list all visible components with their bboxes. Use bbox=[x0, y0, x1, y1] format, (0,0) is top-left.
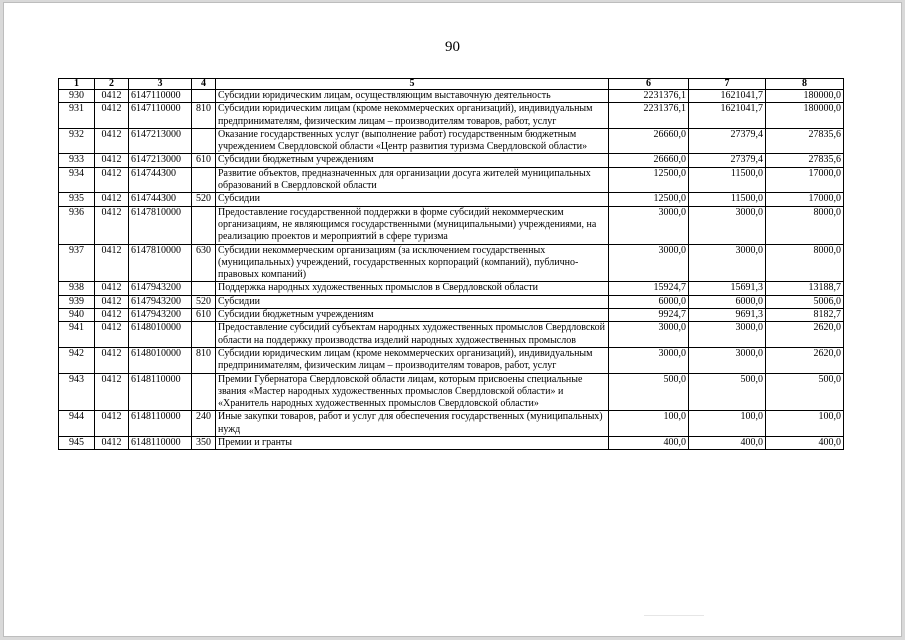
description-cell: Субсидии юридическим лицам, осуществляющим выставочную деятельность bbox=[216, 90, 609, 103]
table-row bbox=[59, 167, 844, 193]
section-code-cell: 0412 bbox=[95, 347, 129, 373]
amount-year1-cell: 3000,0 bbox=[609, 347, 689, 373]
expense-type-cell: 520 bbox=[192, 295, 216, 308]
expense-type-cell: 520 bbox=[192, 193, 216, 206]
section-code-cell: 0412 bbox=[95, 411, 129, 437]
section-code-cell: 0412 bbox=[95, 90, 129, 103]
document-page bbox=[4, 3, 901, 636]
amount-year3-cell: 8000,0 bbox=[766, 206, 844, 244]
description-cell: Субсидии юридическим лицам (кроме некоммерческих организаций), индивидуальным предпринимателям, физическим лицам – производителям товаров, работ, услуг bbox=[216, 347, 609, 373]
row-number-cell: 936 bbox=[59, 206, 95, 244]
target-code-cell: 614744З00 bbox=[129, 167, 192, 193]
amount-year1-cell: 100,0 bbox=[609, 411, 689, 437]
amount-year3-cell: 180000,0 bbox=[766, 90, 844, 103]
target-code-cell: 6148110000 bbox=[129, 373, 192, 411]
column-header: 1 bbox=[59, 79, 95, 90]
amount-year1-cell: 9924,7 bbox=[609, 309, 689, 322]
amount-year1-cell: 3000,0 bbox=[609, 206, 689, 244]
table-header-row bbox=[59, 79, 844, 90]
section-code-cell: 0412 bbox=[95, 373, 129, 411]
scan-artifact bbox=[644, 615, 704, 616]
table-row bbox=[59, 295, 844, 308]
table-row bbox=[59, 103, 844, 129]
expense-type-cell bbox=[192, 322, 216, 348]
description-cell: Развитие объектов, предназначенных для организации досуга жителей муниципальных образований в Свердловской области bbox=[216, 167, 609, 193]
description-cell: Премии и гранты bbox=[216, 437, 609, 450]
target-code-cell: 6147810000 bbox=[129, 244, 192, 282]
expense-type-cell: 810 bbox=[192, 347, 216, 373]
amount-year2-cell: 100,0 bbox=[689, 411, 766, 437]
table-row bbox=[59, 309, 844, 322]
column-header: 6 bbox=[609, 79, 689, 90]
table-row bbox=[59, 244, 844, 282]
amount-year1-cell: 2231376,1 bbox=[609, 103, 689, 129]
expense-type-cell: 630 bbox=[192, 244, 216, 282]
target-code-cell: 6147943200 bbox=[129, 282, 192, 295]
row-number-cell: 937 bbox=[59, 244, 95, 282]
row-number-cell: 939 bbox=[59, 295, 95, 308]
table-row bbox=[59, 128, 844, 154]
amount-year3-cell: 13188,7 bbox=[766, 282, 844, 295]
target-code-cell: 6147810000 bbox=[129, 206, 192, 244]
amount-year1-cell: 26660,0 bbox=[609, 128, 689, 154]
section-code-cell: 0412 bbox=[95, 309, 129, 322]
row-number-cell: 940 bbox=[59, 309, 95, 322]
section-code-cell: 0412 bbox=[95, 103, 129, 129]
amount-year2-cell: 400,0 bbox=[689, 437, 766, 450]
amount-year2-cell: 1621041,7 bbox=[689, 103, 766, 129]
expense-type-cell: 610 bbox=[192, 309, 216, 322]
amount-year1-cell: 500,0 bbox=[609, 373, 689, 411]
amount-year2-cell: 3000,0 bbox=[689, 206, 766, 244]
row-number-cell: 935 bbox=[59, 193, 95, 206]
amount-year2-cell: 11500,0 bbox=[689, 193, 766, 206]
amount-year3-cell: 500,0 bbox=[766, 373, 844, 411]
expense-type-cell: 810 bbox=[192, 103, 216, 129]
expense-type-cell bbox=[192, 90, 216, 103]
row-number-cell: 931 bbox=[59, 103, 95, 129]
amount-year1-cell: 3000,0 bbox=[609, 322, 689, 348]
target-code-cell: 6148010000 bbox=[129, 322, 192, 348]
expense-type-cell bbox=[192, 128, 216, 154]
section-code-cell: 0412 bbox=[95, 322, 129, 348]
section-code-cell: 0412 bbox=[95, 128, 129, 154]
section-code-cell: 0412 bbox=[95, 154, 129, 167]
table-row bbox=[59, 282, 844, 295]
budget-table bbox=[58, 78, 844, 450]
section-code-cell: 0412 bbox=[95, 282, 129, 295]
description-cell: Субсидии бюджетным учреждениям bbox=[216, 154, 609, 167]
section-code-cell: 0412 bbox=[95, 295, 129, 308]
section-code-cell: 0412 bbox=[95, 437, 129, 450]
row-number-cell: 932 bbox=[59, 128, 95, 154]
amount-year2-cell: 9691,3 bbox=[689, 309, 766, 322]
table-row bbox=[59, 154, 844, 167]
column-header: 4 bbox=[192, 79, 216, 90]
row-number-cell: 945 bbox=[59, 437, 95, 450]
table-row bbox=[59, 206, 844, 244]
description-cell: Субсидии некоммерческим организациям (за исключением государственных (муниципальных) учреждений, государственных корпораций (компаний), публично-правовых компаний) bbox=[216, 244, 609, 282]
column-header: 2 bbox=[95, 79, 129, 90]
column-header: 3 bbox=[129, 79, 192, 90]
description-cell: Иные закупки товаров, работ и услуг для обеспечения государственных (муниципальных) нужд bbox=[216, 411, 609, 437]
amount-year2-cell: 6000,0 bbox=[689, 295, 766, 308]
expense-type-cell bbox=[192, 373, 216, 411]
column-header: 8 bbox=[766, 79, 844, 90]
amount-year3-cell: 100,0 bbox=[766, 411, 844, 437]
amount-year1-cell: 6000,0 bbox=[609, 295, 689, 308]
row-number-cell: 933 bbox=[59, 154, 95, 167]
row-number-cell: 944 bbox=[59, 411, 95, 437]
amount-year2-cell: 3000,0 bbox=[689, 347, 766, 373]
amount-year2-cell: 27379,4 bbox=[689, 154, 766, 167]
target-code-cell: 6147943200 bbox=[129, 309, 192, 322]
page-number: 90 bbox=[445, 39, 460, 55]
row-number-cell: 943 bbox=[59, 373, 95, 411]
amount-year3-cell: 27835,6 bbox=[766, 128, 844, 154]
row-number-cell: 930 bbox=[59, 90, 95, 103]
amount-year3-cell: 17000,0 bbox=[766, 167, 844, 193]
description-cell: Премии Губернатора Свердловской области лицам, которым присвоены специальные звания «Мастер народных художественных промыслов Свердловской области» и «Хранитель народных художественных промыслов Свердловской области» bbox=[216, 373, 609, 411]
description-cell: Поддержка народных художественных промыслов в Свердловской области bbox=[216, 282, 609, 295]
section-code-cell: 0412 bbox=[95, 167, 129, 193]
amount-year3-cell: 27835,6 bbox=[766, 154, 844, 167]
target-code-cell: 614744З00 bbox=[129, 193, 192, 206]
description-cell: Субсидии bbox=[216, 295, 609, 308]
row-number-cell: 942 bbox=[59, 347, 95, 373]
target-code-cell: 6147110000 bbox=[129, 90, 192, 103]
amount-year1-cell: 3000,0 bbox=[609, 244, 689, 282]
table-row bbox=[59, 322, 844, 348]
section-code-cell: 0412 bbox=[95, 244, 129, 282]
description-cell: Субсидии юридическим лицам (кроме некоммерческих организаций), индивидуальным предпринимателям, физическим лицам – производителям товаров, работ, услуг bbox=[216, 103, 609, 129]
amount-year3-cell: 8182,7 bbox=[766, 309, 844, 322]
column-header: 5 bbox=[216, 79, 609, 90]
target-code-cell: 6148110000 bbox=[129, 437, 192, 450]
amount-year3-cell: 5006,0 bbox=[766, 295, 844, 308]
expense-type-cell bbox=[192, 167, 216, 193]
table-row bbox=[59, 193, 844, 206]
description-cell: Предоставление государственной поддержки в форме субсидий некоммерческим организациям, не являющимся государственными (муниципальными) учреждениями, на реализацию проектов и мероприятий в сфере туризма bbox=[216, 206, 609, 244]
table-row bbox=[59, 90, 844, 103]
expense-type-cell: 350 bbox=[192, 437, 216, 450]
target-code-cell: 6148110000 bbox=[129, 411, 192, 437]
description-cell: Предоставление субсидий субъектам народных художественных промыслов Свердловской области на поддержку производства изделий народных художественных промыслов bbox=[216, 322, 609, 348]
row-number-cell: 941 bbox=[59, 322, 95, 348]
amount-year3-cell: 17000,0 bbox=[766, 193, 844, 206]
description-cell: Субсидии bbox=[216, 193, 609, 206]
target-code-cell: 6147110000 bbox=[129, 103, 192, 129]
expense-type-cell: 610 bbox=[192, 154, 216, 167]
section-code-cell: 0412 bbox=[95, 193, 129, 206]
target-code-cell: 6148010000 bbox=[129, 347, 192, 373]
description-cell: Субсидии бюджетным учреждениям bbox=[216, 309, 609, 322]
column-header: 7 bbox=[689, 79, 766, 90]
amount-year3-cell: 180000,0 bbox=[766, 103, 844, 129]
table-row bbox=[59, 373, 844, 411]
target-code-cell: 6147943200 bbox=[129, 295, 192, 308]
amount-year2-cell: 3000,0 bbox=[689, 322, 766, 348]
table-row bbox=[59, 411, 844, 437]
amount-year3-cell: 2620,0 bbox=[766, 347, 844, 373]
amount-year1-cell: 12500,0 bbox=[609, 167, 689, 193]
amount-year3-cell: 8000,0 bbox=[766, 244, 844, 282]
amount-year1-cell: 400,0 bbox=[609, 437, 689, 450]
table-row bbox=[59, 347, 844, 373]
description-cell: Оказание государственных услуг (выполнение работ) государственным бюджетным учреждением Свердловской области «Центр развития туризма Свердловской области» bbox=[216, 128, 609, 154]
amount-year2-cell: 15691,3 bbox=[689, 282, 766, 295]
amount-year3-cell: 2620,0 bbox=[766, 322, 844, 348]
amount-year2-cell: 3000,0 bbox=[689, 244, 766, 282]
expense-type-cell bbox=[192, 206, 216, 244]
row-number-cell: 938 bbox=[59, 282, 95, 295]
table-row bbox=[59, 437, 844, 450]
amount-year3-cell: 400,0 bbox=[766, 437, 844, 450]
target-code-cell: 6147213000 bbox=[129, 154, 192, 167]
amount-year1-cell: 2231376,1 bbox=[609, 90, 689, 103]
target-code-cell: 6147213000 bbox=[129, 128, 192, 154]
amount-year2-cell: 500,0 bbox=[689, 373, 766, 411]
amount-year2-cell: 11500,0 bbox=[689, 167, 766, 193]
amount-year1-cell: 26660,0 bbox=[609, 154, 689, 167]
amount-year1-cell: 15924,7 bbox=[609, 282, 689, 295]
amount-year1-cell: 12500,0 bbox=[609, 193, 689, 206]
expense-type-cell bbox=[192, 282, 216, 295]
table-body bbox=[59, 90, 844, 450]
amount-year2-cell: 1621041,7 bbox=[689, 90, 766, 103]
expense-type-cell: 240 bbox=[192, 411, 216, 437]
amount-year2-cell: 27379,4 bbox=[689, 128, 766, 154]
row-number-cell: 934 bbox=[59, 167, 95, 193]
section-code-cell: 0412 bbox=[95, 206, 129, 244]
